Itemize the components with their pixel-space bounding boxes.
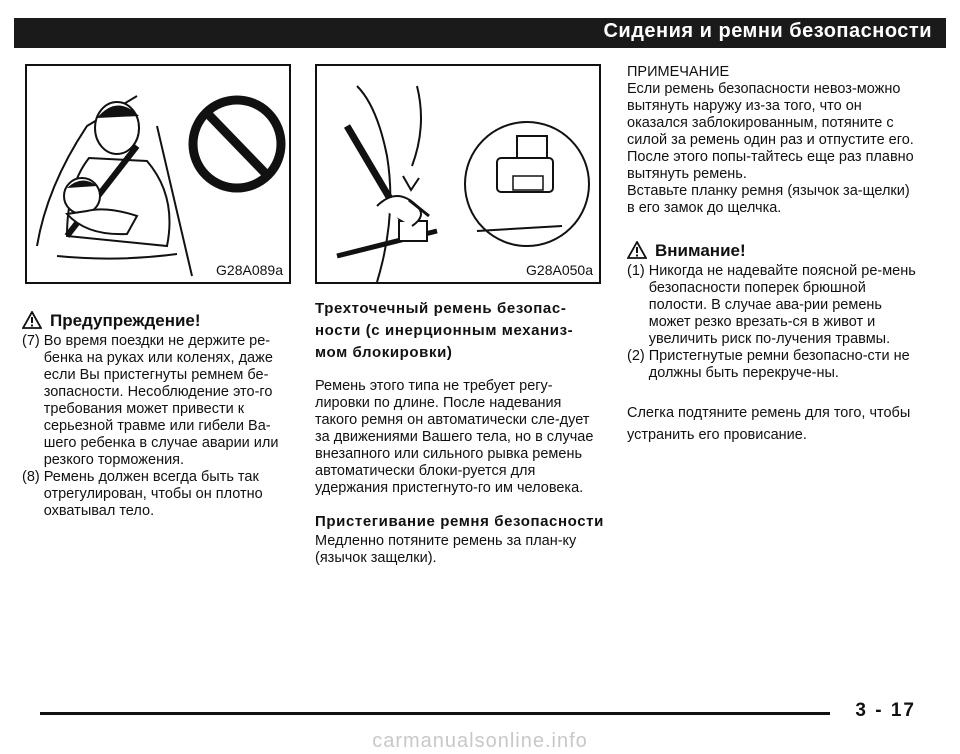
right-column <box>627 64 921 446</box>
watermark: carmanualsonline.info <box>372 730 588 752</box>
item-number: (2) <box>627 348 645 364</box>
tighten-text: Слегка подтяните ремень для того, чтобы устранить его провисание. <box>627 405 911 443</box>
list-item <box>627 263 921 348</box>
footer-rule <box>40 712 830 715</box>
item-text: Ремень должен всегда быть так отрегулирован, чтобы он плотно охватывал тело. <box>43 469 263 519</box>
note-text: Если ремень безопасности невоз-можно вытянуть наружу из-за того, что он оказался заблокированным, потяните с силой за ремень один раз и отпустите его. После этого попы-тайтесь еще раз плавно вытянуть ремень. <box>627 81 914 182</box>
figure-child-on-lap <box>25 64 291 284</box>
figure-seatbelt-buckle <box>315 64 601 284</box>
figure-code: G28A050a <box>526 262 593 278</box>
item-number: (1) <box>627 263 645 279</box>
header-bar <box>14 18 946 48</box>
section-heading: Трехточечный ремень безопас-ности (с инерционным механиз-мом блокировки) <box>315 300 574 361</box>
item-text: Никогда не надевайте поясной ре-мень безопасности поперек брюшной полости. В случае ава-рии ремень может резко врезать-ся в живот и увеличить риск по-лучения травмы. <box>648 263 916 347</box>
page-title: Сидения и ремни безопасности <box>603 20 932 42</box>
list-item <box>22 333 294 469</box>
insert-text: Вставьте планку ремня (язычок за-щелки) в его замок до щелчка. <box>627 183 910 216</box>
item-number: (8) <box>22 469 40 485</box>
subsection-body: Медленно потяните ремень за план-ку (язычок защелки). <box>315 533 577 566</box>
caution-title: Внимание! <box>655 240 746 260</box>
child-on-lap-illustration <box>27 66 289 282</box>
left-column <box>22 311 294 520</box>
list-item <box>627 348 921 382</box>
seatbelt-buckle-illustration <box>317 66 599 282</box>
warning-triangle-icon <box>22 311 42 329</box>
figure-code: G28A089a <box>216 262 283 278</box>
item-text: Пристегнутые ремни безопасно-сти не должны быть перекруче-ны. <box>648 348 910 381</box>
caution-heading <box>627 241 921 259</box>
warning-heading <box>22 311 294 329</box>
item-number: (7) <box>22 333 40 349</box>
subsection-heading: Пристегивание ремня безопасности <box>315 513 604 530</box>
list-item <box>22 469 294 520</box>
middle-column <box>315 298 605 567</box>
item-text: Во время поездки не держите ре-бенка на руках или коленях, даже если Вы пристегнуты ремнем бе-зопасности. Несоблюдение это-го требования может привести к серьезной травме или гибели Ва-шего ребенка в случае аварии или резкого торможения. <box>43 333 279 468</box>
page-number: 3 - 17 <box>855 700 916 721</box>
warning-triangle-icon <box>627 241 647 259</box>
warning-title: Предупреждение! <box>50 310 201 330</box>
note-label: ПРИМЕЧАНИЕ <box>627 64 730 80</box>
section-body: Ремень этого типа не требует регу-лировки по длине. После надевания такого ремня он автоматически сле-дует за движениями Вашего тела, но в случае внезапного или сильного рывка ремень автоматически блоки-руется для удержания пристегнуто-го им человека. <box>315 378 594 496</box>
